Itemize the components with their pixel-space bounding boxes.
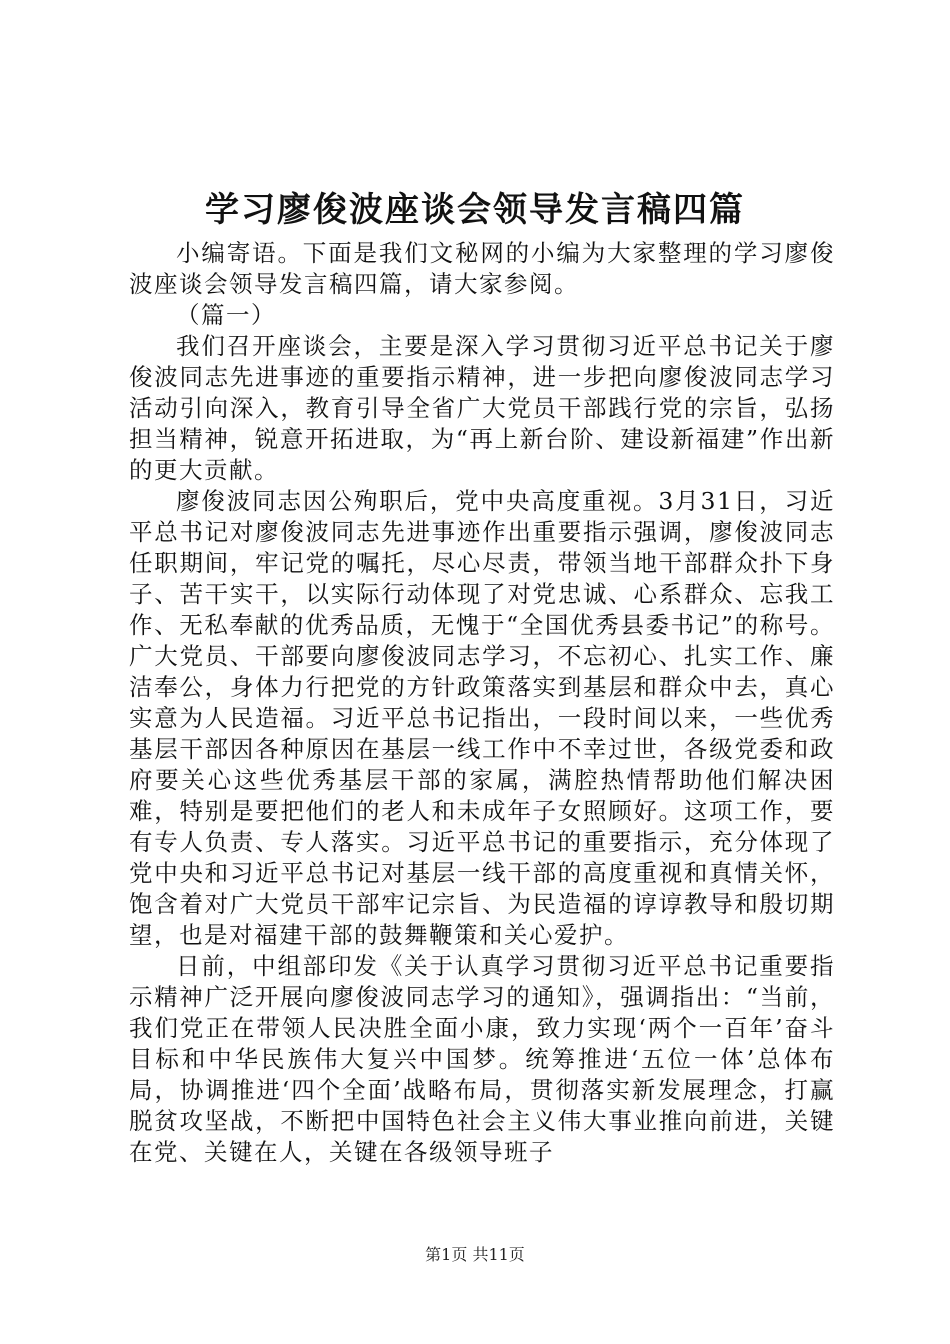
paragraph-body: 日前，中组部印发《关于认真学习贯彻习近平总书记重要指示精神广泛开展向廖俊波同志学习的通知》，强调指出：“当前，我们党正在带领人民决胜全面小康，致力实现‘两个一百年’奋斗目标和中华民族伟大复兴中国梦。统筹推进‘五位一体’总体布局，协调推进‘四个全面’战略布局，贯彻落实新发展理念，打赢脱贫攻坚战，不断把中国特色社会主义伟大事业推向前进，关键在党、关键在人，关键在各级领导班子: [129, 952, 835, 1166]
paragraph-body: 我们召开座谈会，主要是深入学习贯彻习近平总书记关于廖俊波同志先进事迹的重要指示精神，进一步把向廖俊波同志学习活动引向深入，教育引导全省广大党员干部践行党的宗旨，弘扬担当精神，锐意开拓进取，为“再上新台阶、建设新福建”作出新的更大贡献。: [129, 332, 835, 484]
paragraph-intro: 小编寄语。下面是我们文秘网的小编为大家整理的学习廖俊波座谈会领导发言稿四篇，请大家参阅。: [129, 239, 835, 298]
document-body: [129, 238, 835, 1168]
document-title: 学习廖俊波座谈会领导发言稿四篇: [205, 190, 745, 230]
paragraph-section-heading: （篇一）: [176, 301, 276, 329]
page-footer: 第1页 共11页: [425, 1245, 525, 1264]
paragraph-body: 廖俊波同志因公殉职后，党中央高度重视。3月31日，习近平总书记对廖俊波同志先进事迹作出重要指示强调，廖俊波同志任职期间，牢记党的嘱托，尽心尽责，带领当地干部群众扑下身子、苦干实干，以实际行动体现了对党忠诚、心系群众、忘我工作、无私奉献的优秀品质，无愧于“全国优秀县委书记”的称号。广大党员、干部要向廖俊波同志学习，不忘初心、扎实工作、廉洁奉公，身体力行把党的方针政策落实到基层和群众中去，真心实意为人民造福。习近平总书记指出，一段时间以来，一些优秀基层干部因各种原因在基层一线工作中不幸过世，各级党委和政府要关心这些优秀基层干部的家属，满腔热情帮助他们解决困难，特别是要把他们的老人和未成年子女照顾好。这项工作，要有专人负责、专人落实。习近平总书记的重要指示，充分体现了党中央和习近平总书记对基层一线干部的高度重视和真情关怀，饱含着对广大党员干部牢记宗旨、为民造福的谆谆教导和殷切期望，也是对福建干部的鼓舞鞭策和关心爱护。: [129, 487, 835, 949]
